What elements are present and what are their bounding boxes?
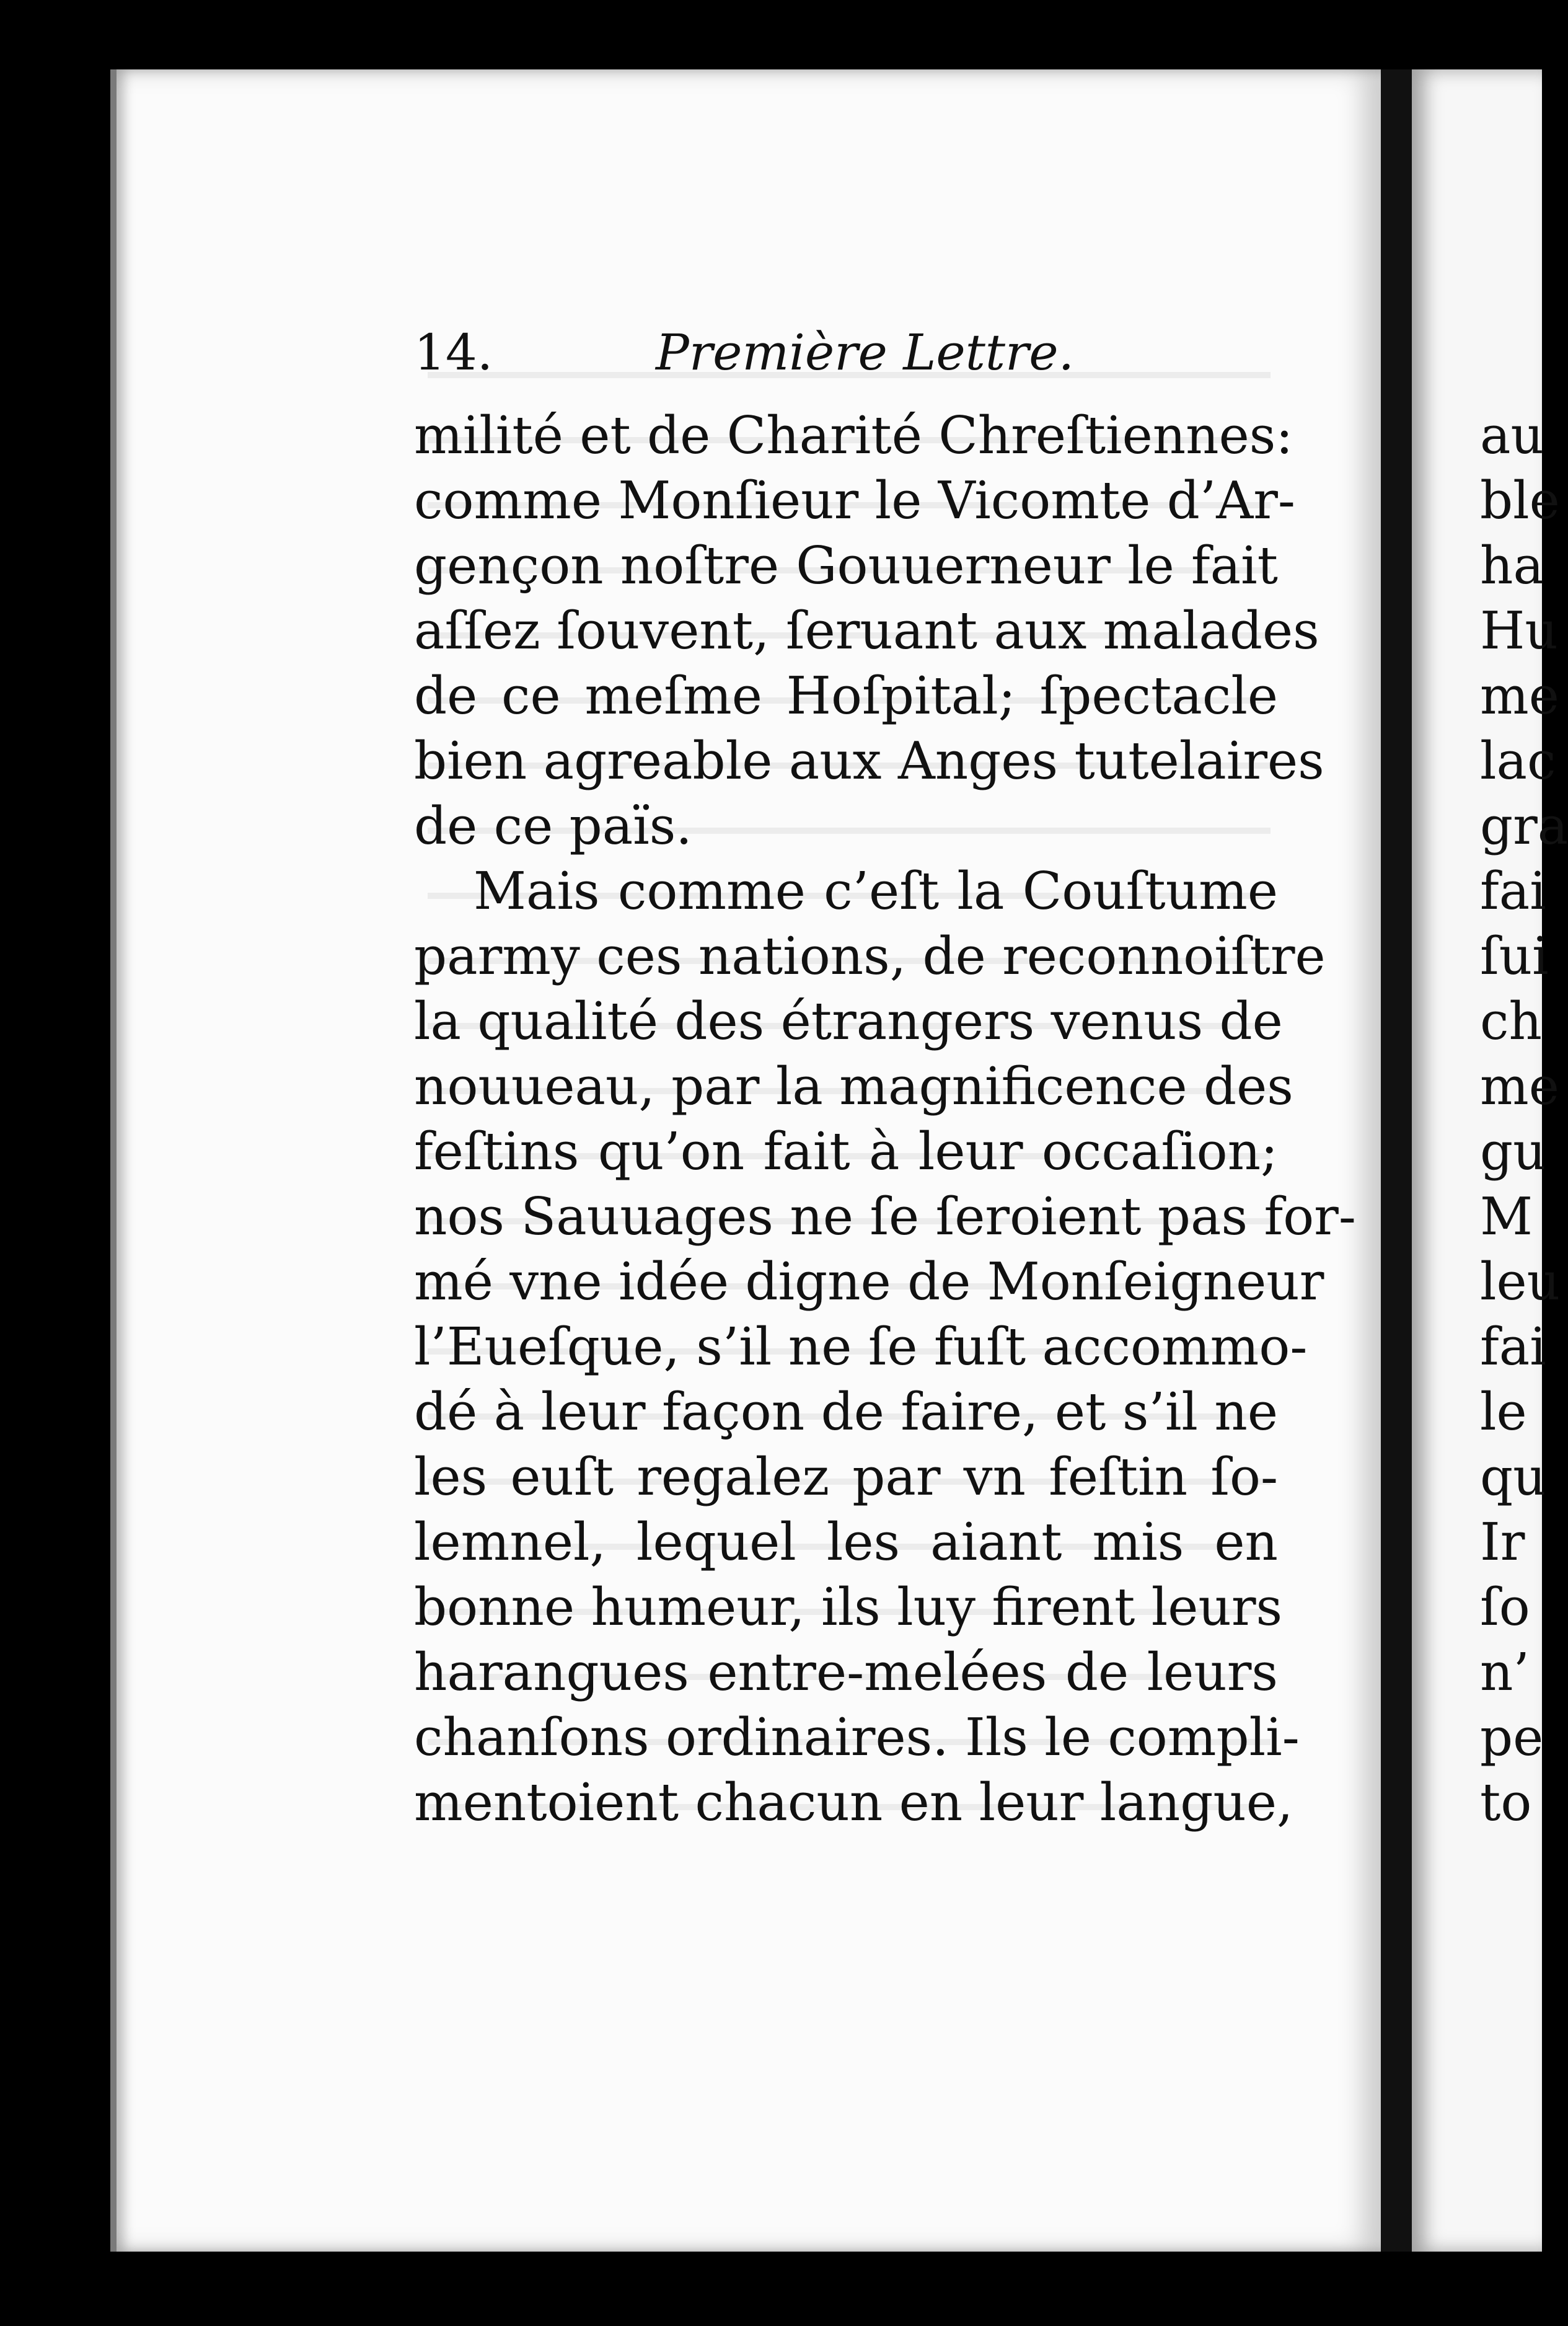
book-gutter bbox=[1381, 69, 1412, 2252]
right-page-text bbox=[1480, 403, 1568, 1835]
text-line: de ce meſme Hoſpital; ſpectacle bbox=[414, 666, 1278, 726]
right-fragment: M bbox=[1480, 1187, 1533, 1247]
right-fragment: fai bbox=[1480, 861, 1546, 921]
right-fragment: n’ bbox=[1480, 1642, 1530, 1702]
right-fragment: gu bbox=[1480, 1121, 1546, 1182]
text-line: aſſez ſouvent, ſeruant aux malades bbox=[414, 601, 1319, 661]
text-line: les euſt regalez par vn feſtin ſo- bbox=[414, 1447, 1278, 1507]
right-fragment: fai bbox=[1480, 1317, 1546, 1377]
right-fragment: me bbox=[1480, 666, 1559, 726]
text-line: feſtins qu’on fait à leur occaſion; bbox=[414, 1121, 1278, 1182]
text-line: l’Eueſque, s’il ne ſe fuſt accommo- bbox=[414, 1317, 1308, 1377]
right-fragment: le bbox=[1480, 1382, 1527, 1442]
right-fragment: qu bbox=[1480, 1447, 1546, 1507]
text-line: de ce païs. bbox=[414, 796, 692, 856]
right-fragment: ſui bbox=[1480, 926, 1549, 986]
right-fragment: au bbox=[1480, 405, 1544, 466]
right-fragment: ch bbox=[1480, 991, 1542, 1051]
text-line: gençon noſtre Gouuerneur le fait bbox=[414, 536, 1278, 596]
text-line: mé vne idée digne de Monſeigneur bbox=[414, 1252, 1324, 1312]
right-fragment: Hu bbox=[1480, 601, 1558, 661]
text-line: lemnel, lequel les aiant mis en bbox=[414, 1512, 1278, 1572]
right-fragment: Ir bbox=[1480, 1512, 1525, 1572]
text-line: bien agreable aux Anges tutelaires bbox=[414, 731, 1324, 791]
right-fragment: lac bbox=[1480, 731, 1556, 791]
text-line: mentoient chacun en leur langue, bbox=[414, 1772, 1293, 1833]
text-line: nouueau, par la magnificence des bbox=[414, 1056, 1293, 1117]
text-line: Mais comme c’eſt la Couſtume bbox=[473, 861, 1278, 921]
page-number: 14. bbox=[414, 324, 493, 381]
right-fragment: leu bbox=[1480, 1252, 1561, 1312]
right-fragment: to bbox=[1480, 1772, 1532, 1833]
text-line: dé à leur façon de faire, et s’il ne bbox=[414, 1382, 1278, 1442]
right-page bbox=[1412, 69, 1568, 2252]
right-fragment: ha bbox=[1480, 536, 1544, 596]
running-title: Première Lettre. bbox=[656, 324, 1074, 381]
text-line: nos Sauuages ne ſe ſeroient pas for- bbox=[414, 1187, 1356, 1247]
text-line: parmy ces nations, de reconnoiſtre bbox=[414, 926, 1326, 986]
right-fragment: pe bbox=[1480, 1707, 1544, 1767]
right-fragment: ble bbox=[1480, 471, 1560, 531]
body-text bbox=[414, 403, 1356, 1835]
text-line: milité et de Charité Chreſtiennes: bbox=[414, 405, 1293, 466]
text-line: chanſons ordinaires. Ils le compli- bbox=[414, 1707, 1300, 1767]
text-line: comme Monſieur le Vicomte d’Ar- bbox=[414, 471, 1295, 531]
page-header bbox=[414, 316, 1282, 391]
text-line: la qualité des étrangers venus de bbox=[414, 991, 1283, 1051]
text-line: bonne humeur, ils luy firent leurs bbox=[414, 1577, 1283, 1637]
right-fragment: gra bbox=[1480, 796, 1568, 856]
right-fragment: ſo bbox=[1480, 1577, 1530, 1637]
right-fragment: me bbox=[1480, 1056, 1559, 1117]
text-line: harangues entre-melées de leurs bbox=[414, 1642, 1278, 1702]
